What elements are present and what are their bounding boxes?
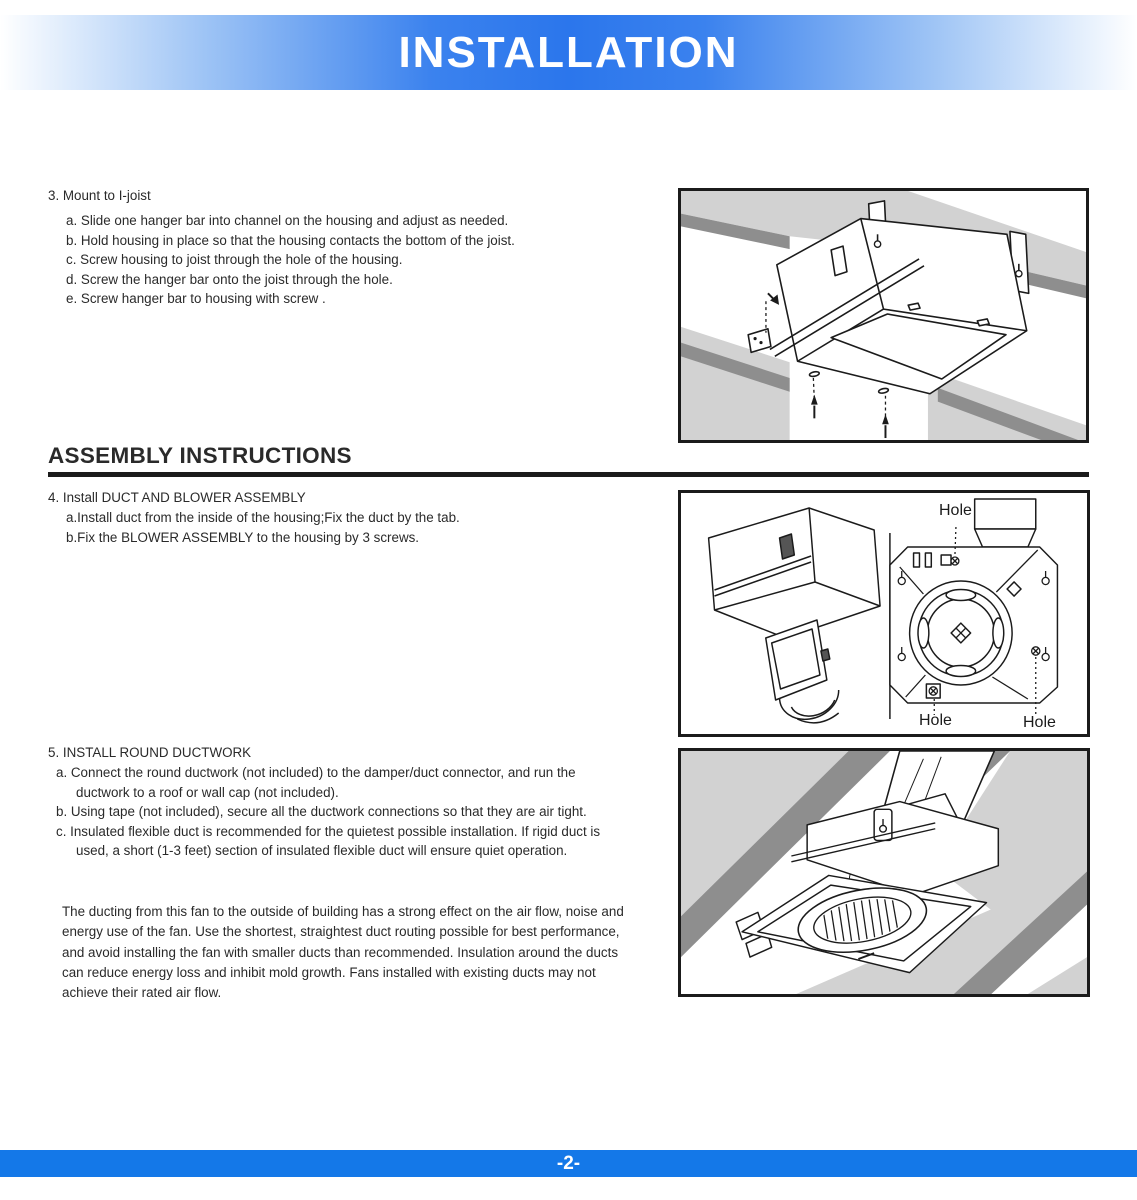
hole-label: Hole (939, 502, 972, 519)
round-ductwork-illustration (681, 751, 1087, 994)
step-item: a. Connect the round ductwork (not included) to the damper/duct connector, and run the ductwork to a roof or wall cap (not included). (56, 765, 576, 800)
duct-blower-illustration (681, 493, 1087, 734)
section-5-heading: 5. INSTALL ROUND DUCTWORK (48, 745, 252, 760)
hole-label: Hole (1023, 714, 1056, 731)
assembly-instructions-heading: ASSEMBLY INSTRUCTIONS (48, 443, 352, 468)
duct-blower-figure (678, 490, 1090, 737)
section-3-heading: 3. Mount to I-joist (48, 188, 151, 203)
mount-to-joist-illustration (681, 191, 1086, 440)
step-item: e. Screw hanger bar to housing with screw . (66, 291, 326, 307)
section-3-steps (66, 211, 638, 309)
heading-rule (48, 472, 1089, 477)
header-band (0, 15, 1137, 90)
footer-band (0, 1150, 1137, 1177)
step-item: a. Slide one hanger bar into channel on the housing and adjust as needed. (66, 213, 509, 228)
section-4-heading: 4. Install DUCT AND BLOWER ASSEMBLY (48, 490, 306, 505)
step-item: c. Insulated flexible duct is recommended for the quietest possible installation. If rigid duct is used, a short (1-3 feet) section of insulated flexible duct will ensure quiet operation. (56, 823, 601, 859)
step-item: b.Fix the BLOWER ASSEMBLY to the housing by 3 screws. (66, 529, 420, 545)
section-4-steps (66, 508, 638, 547)
footer-page-number: -2- (556, 1152, 581, 1174)
step-item: c. Screw housing to joist through the hole of the housing. (66, 252, 403, 268)
round-ductwork-figure (678, 748, 1090, 997)
mount-to-joist-figure (678, 188, 1089, 443)
ducting-note-paragraph: The ducting from this fan to the outside of building has a strong effect on the air flow, noise and energy use of the fan. Use the shortest, straightest duct routing possible for best performance, and avoid installing the fan with smaller ducts than recommended. Insulation around the ducts can reduce energy loss and inhibit mold growth. Fans installed with existing ducts may not achieve their rated air flow. (62, 904, 624, 1001)
step-item: a.Install duct from the inside of the housing;Fix the duct by the tab. (66, 510, 460, 525)
section-5-steps (56, 763, 628, 861)
page-title: INSTALLATION (398, 27, 739, 77)
step-item: d. Screw the hanger bar onto the joist through the hole. (66, 271, 393, 287)
step-item: b. Hold housing in place so that the housing contacts the bottom of the joist. (66, 232, 515, 248)
step-item: b. Using tape (not included), secure all the ductwork connections so that they are air tight. (56, 804, 587, 820)
hole-label: Hole (919, 712, 952, 729)
